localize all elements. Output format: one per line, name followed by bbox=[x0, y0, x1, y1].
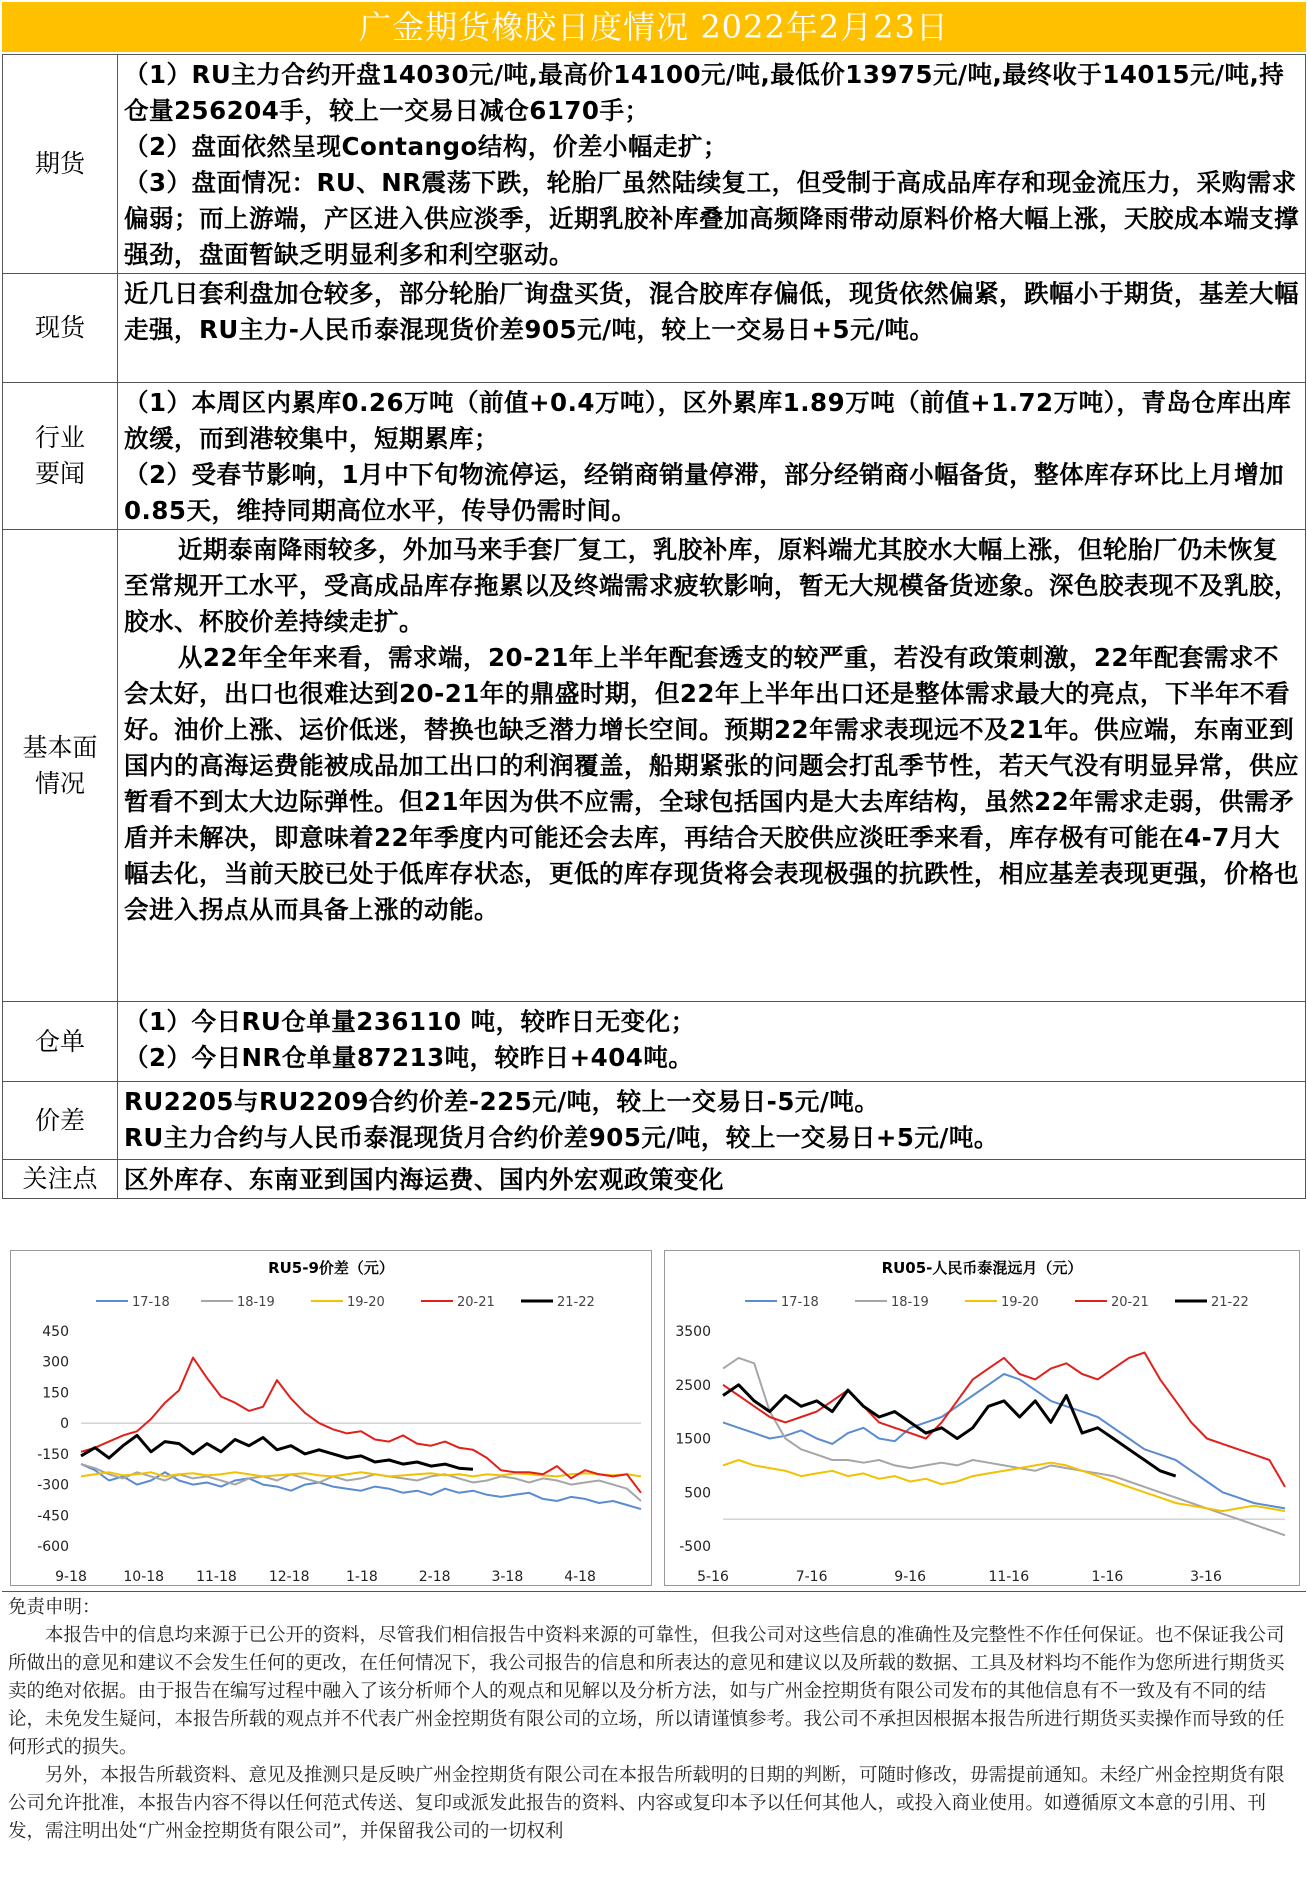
report-title: 广金期货橡胶日度情况 2022年2月23日 bbox=[2, 2, 1306, 52]
y-tick-label: 1500 bbox=[675, 1431, 711, 1448]
fundamentals-para-1: 近期泰南降雨较多，外加马来手套厂复工，乳胶补库，原料端尤其胶水大幅上涨，但轮胎厂仍未恢复至常规开工水平，受高成品库存拖累以及终端需求疲软影响，暂无大规模备货迹象。深色胶表现不及乳胶，胶水、杯胶价差持续走扩。 bbox=[124, 535, 1299, 636]
industry-line-2: （2）受春节影响，1月中下旬物流停运，经销商销量停滞，部分经销商小幅备货，整体库存环比上月增加0.85天，维持同期高位水平，传导仍需时间。 bbox=[124, 460, 1285, 525]
content-fundamentals bbox=[118, 530, 1306, 1002]
x-tick-label: 9-18 bbox=[55, 1569, 87, 1585]
label-spot: 现货 bbox=[3, 274, 118, 383]
industry-line-1: （1）本周区内累库0.26万吨（前值+0.4万吨），区外累库1.89万吨（前值+1.72万吨），青岛仓库出库放缓，而到港较集中，短期累库； bbox=[124, 388, 1292, 453]
x-tick-label: 3-16 bbox=[1190, 1569, 1222, 1585]
y-tick-label: 0 bbox=[60, 1416, 69, 1433]
y-tick-label: -300 bbox=[37, 1477, 69, 1494]
legend-label: 20-21 bbox=[1111, 1295, 1149, 1310]
label-fundamentals-1: 基本面 bbox=[22, 732, 98, 762]
legend-label: 21-22 bbox=[1211, 1295, 1249, 1310]
row-fundamentals bbox=[3, 530, 1306, 1002]
legend-label: 20-21 bbox=[457, 1295, 495, 1310]
futures-line-3: （3）盘面情况：RU、NR震荡下跌，轮胎厂虽然陆续复工，但受制于高成品库存和现金流压力，采购需求偏弱；而上游端，产区进入供应淡季，近期乳胶补库叠加高频降雨带动原料价格大幅上涨，天胶成本端支撑强劲，盘面暂缺乏明显利多和利空驱动。 bbox=[124, 168, 1299, 269]
y-tick-label: 2500 bbox=[675, 1377, 711, 1394]
content-spot: 近几日套利盘加仓较多，部分轮胎厂询盘买货，混合胶库存偏低，现货依然偏紧，跌幅小于期货，基差大幅走强，RU主力-人民币泰混现货价差905元/吨，较上一交易日+5元/吨。 bbox=[118, 274, 1306, 383]
y-tick-label: -600 bbox=[37, 1539, 69, 1555]
legend-label: 18-19 bbox=[237, 1295, 275, 1310]
label-industry-2: 要闻 bbox=[34, 459, 85, 488]
report-table bbox=[2, 54, 1306, 1199]
disclaimer-heading: 免责申明： bbox=[8, 1597, 101, 1618]
x-tick-label: 5-16 bbox=[697, 1569, 729, 1585]
fundamentals-para-2: 从22年全年来看，需求端，20-21年上半年配套透支的较严重，若没有政策刺激，22年配套需求不会太好，出口也很难达到20-21年的鼎盛时期，但22年上半年出口还是整体需求最大的亮点，下半年不看好。油价上涨、运价低迷，替换也缺乏潜力增长空间。预期22年需求表现远不及21年。供应端，东南亚到国内的高海运费能被成品加工出口的利润覆盖，船期紧张的问题会打乱季节性，若天气没有明显异常，供应暂看不到太大边际弹性。但21年因为供不应需，全球包括国内是大去库结构，虽然22年需求走弱，供需矛盾并未解决，即意味着22年季度内可能还会去库，再结合天胶供应淡旺季来看，库存极有可能在4-7月大幅去化，当前天胶已处于低库存状态，更低的库存现货将会表现极强的抗跌性，相应基差表现更强，价格也会进入拐点从而具备上涨的动能。 bbox=[124, 643, 1299, 924]
legend-label: 21-22 bbox=[557, 1295, 595, 1310]
x-tick-label: 11-16 bbox=[988, 1569, 1030, 1585]
row-futures bbox=[3, 55, 1306, 274]
label-industry bbox=[3, 383, 118, 530]
futures-line-1: （1）RU主力合约开盘14030元/吨,最高价14100元/吨,最低价13975元/吨,最终收于14015元/吨,持仓量256204手，较上一交易日减仓6170手； bbox=[124, 60, 1285, 125]
x-tick-label: 1-18 bbox=[346, 1569, 378, 1585]
x-tick-label: 11-18 bbox=[196, 1569, 237, 1585]
warrant-line-2: （2）今日NR仓单量87213吨，较昨日+404吨。 bbox=[124, 1043, 694, 1072]
y-tick-label: 150 bbox=[42, 1385, 69, 1402]
label-industry-1: 行业 bbox=[34, 423, 85, 452]
disclaimer-para-1: 本报告中的信息均来源于已公开的资料，尽管我们相信报告中资料来源的可靠性，但我公司对这些信息的准确性及完整性不作任何保证。也不保证我公司所做出的意见和建议不会发生任何的更改，在任何情况下，我公司报告的信息和所表达的意见和建议以及所载的数据、工具及材料均不能作为您所进行期货买卖的绝对依据。由于报告在编写过程中融入了该分析师个人的观点和见解以及分析方法，如与广州金控期货有限公司发布的其他信息有不一致及有不同的结论，未免发生疑问，本报告所载的观点并不代表广州金控期货有限公司的立场，所以请谨慎参考。我公司不承担因根据本报告所进行期货买卖操作而导致的任何形式的损失。 bbox=[8, 1625, 1285, 1758]
label-fundamentals-2: 情况 bbox=[34, 768, 85, 798]
x-tick-label: 12-18 bbox=[268, 1569, 310, 1585]
spread-line-1: RU2205与RU2209合约价差-225元/吨，较上一交易日-5元/吨。 bbox=[124, 1087, 880, 1116]
spread-line-2: RU主力合约与人民币泰混现货月合约价差905元/吨，较上一交易日+5元/吨。 bbox=[124, 1123, 999, 1152]
x-tick-label: 9-16 bbox=[894, 1569, 927, 1585]
charts-area bbox=[2, 1242, 1306, 1592]
content-focus: 区外库存、东南亚到国内海运费、国内外宏观政策变化 bbox=[118, 1160, 1306, 1199]
chart-title: RU5-9价差（元） bbox=[268, 1259, 394, 1277]
chart-ru59-spread bbox=[11, 1251, 651, 1585]
label-warrant: 仓单 bbox=[3, 1002, 118, 1082]
chart-box-1 bbox=[10, 1250, 652, 1586]
futures-line-2: （2）盘面依然呈现Contango结构，价差小幅走扩； bbox=[124, 132, 728, 161]
content-futures bbox=[118, 55, 1306, 274]
series-line-21-22 bbox=[723, 1385, 1176, 1476]
x-tick-label: 10-18 bbox=[123, 1569, 165, 1585]
legend-label: 17-18 bbox=[132, 1295, 170, 1310]
row-focus bbox=[3, 1160, 1306, 1199]
y-tick-label: 300 bbox=[42, 1354, 69, 1371]
chart-box-2 bbox=[664, 1250, 1300, 1586]
disclaimer-para-2: 另外，本报告所载资料、意见及推测只是反映广州金控期货有限公司在本报告所载明的日期的判断，可随时修改，毋需提前通知。未经广州金控期货有限公司允许批准，本报告内容不得以任何范式传送、复印或派发此报告的资料、内容或复印本予以任何其他人，或投入商业使用。如遵循原文本意的引用、刊发，需注明出处“广州金控期货有限公司”，并保留我公司的一切权利 bbox=[8, 1765, 1285, 1842]
x-tick-label: 7-16 bbox=[795, 1569, 828, 1585]
label-fundamentals bbox=[3, 530, 118, 1002]
label-futures: 期货 bbox=[3, 55, 118, 274]
disclaimer bbox=[2, 1594, 1306, 1890]
label-focus: 关注点 bbox=[3, 1160, 118, 1199]
y-tick-label: 3500 bbox=[675, 1324, 711, 1340]
legend-label: 19-20 bbox=[347, 1295, 385, 1310]
row-spot bbox=[3, 274, 1306, 383]
content-warrant bbox=[118, 1002, 1306, 1082]
content-spread bbox=[118, 1082, 1306, 1160]
series-line-19-20 bbox=[723, 1460, 1285, 1511]
series-line-18-19 bbox=[723, 1358, 1285, 1535]
row-spread bbox=[3, 1082, 1306, 1160]
series-line-17-18 bbox=[81, 1464, 641, 1509]
x-tick-label: 1-16 bbox=[1091, 1569, 1124, 1585]
chart-ru05-thai-mix bbox=[665, 1251, 1299, 1585]
series-line-20-21 bbox=[723, 1353, 1285, 1487]
y-tick-label: 500 bbox=[684, 1485, 711, 1502]
x-tick-label: 3-18 bbox=[491, 1569, 524, 1585]
row-industry bbox=[3, 383, 1306, 530]
series-line-21-22 bbox=[81, 1435, 473, 1469]
y-tick-label: -450 bbox=[37, 1508, 69, 1525]
row-warrant bbox=[3, 1002, 1306, 1082]
warrant-line-1: （1）今日RU仓单量236110 吨，较昨日无变化； bbox=[124, 1007, 696, 1036]
series-line-17-18 bbox=[723, 1374, 1285, 1508]
legend-label: 17-18 bbox=[781, 1295, 819, 1310]
label-spread: 价差 bbox=[3, 1082, 118, 1160]
y-tick-label: -500 bbox=[679, 1539, 711, 1555]
series-line-18-19 bbox=[81, 1464, 641, 1501]
chart-title: RU05-人民币泰混远月（元） bbox=[881, 1259, 1083, 1277]
content-industry bbox=[118, 383, 1306, 530]
x-tick-label: 4-18 bbox=[564, 1569, 596, 1585]
x-tick-label: 2-18 bbox=[418, 1569, 451, 1585]
y-tick-label: 450 bbox=[42, 1324, 69, 1340]
y-tick-label: -150 bbox=[37, 1446, 69, 1463]
legend-label: 19-20 bbox=[1001, 1295, 1039, 1310]
legend-label: 18-19 bbox=[891, 1295, 929, 1310]
